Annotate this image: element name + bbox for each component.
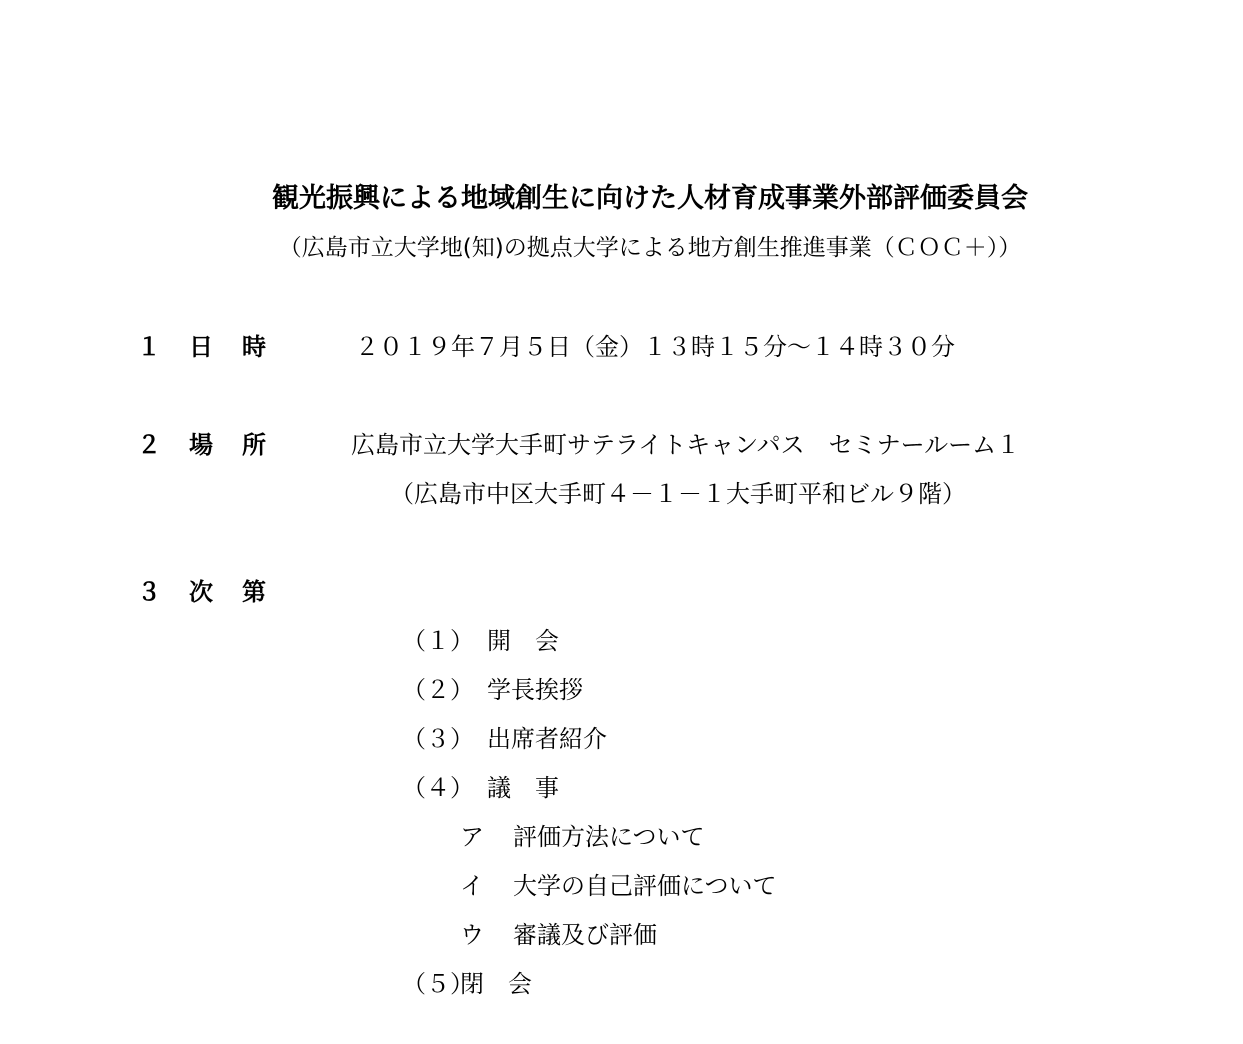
agenda-item-number: （３）: [402, 725, 474, 753]
agenda-item-number: （２）: [402, 676, 474, 704]
agenda-sub-item-marker: ウ: [460, 921, 484, 949]
section-label-char: 時: [242, 333, 266, 361]
section-label-char: 次: [189, 578, 213, 606]
agenda-item-label: 閉 会: [460, 970, 532, 998]
section-number: ３: [137, 578, 161, 606]
agenda-item-label: 出席者紹介: [487, 725, 607, 753]
agenda-sub-item-marker: ア: [460, 823, 484, 851]
agenda-item-number: （１）: [402, 627, 474, 655]
place-address: （広島市中区大手町４－１－１大手町平和ビル９階）: [390, 480, 966, 508]
section-number: ２: [137, 431, 161, 459]
agenda-item-number: （４）: [402, 774, 474, 802]
agenda-item-label: 学長挨拶: [487, 676, 583, 704]
document-title: 観光振興による地域創生に向けた人材育成事業外部評価委員会: [272, 183, 1028, 214]
document-subtitle: （広島市立大学地(知)の拠点大学による地方創生推進事業（ＣＯＣ＋））: [278, 235, 1022, 261]
agenda-sub-item-label: 評価方法について: [513, 823, 705, 851]
section-number: １: [137, 333, 161, 361]
section-label-char: 所: [242, 431, 266, 459]
section-label-char: 場: [189, 431, 213, 459]
agenda-item-label: 議 事: [487, 774, 559, 802]
agenda-sub-item-marker: イ: [460, 872, 484, 900]
agenda-item-number: （５）: [402, 970, 474, 998]
agenda-sub-item-label: 審議及び評価: [513, 921, 657, 949]
agenda-item-label: 開 会: [487, 627, 559, 655]
section-label-char: 第: [242, 578, 266, 606]
place-value: 広島市立大学大手町サテライトキャンパス セミナールーム１: [351, 431, 1021, 459]
datetime-value: ２０１９年７月５日（金）１３時１５分～１４時３０分: [355, 333, 955, 361]
agenda-sub-item-label: 大学の自己評価について: [513, 872, 777, 900]
section-label-char: 日: [189, 333, 213, 361]
